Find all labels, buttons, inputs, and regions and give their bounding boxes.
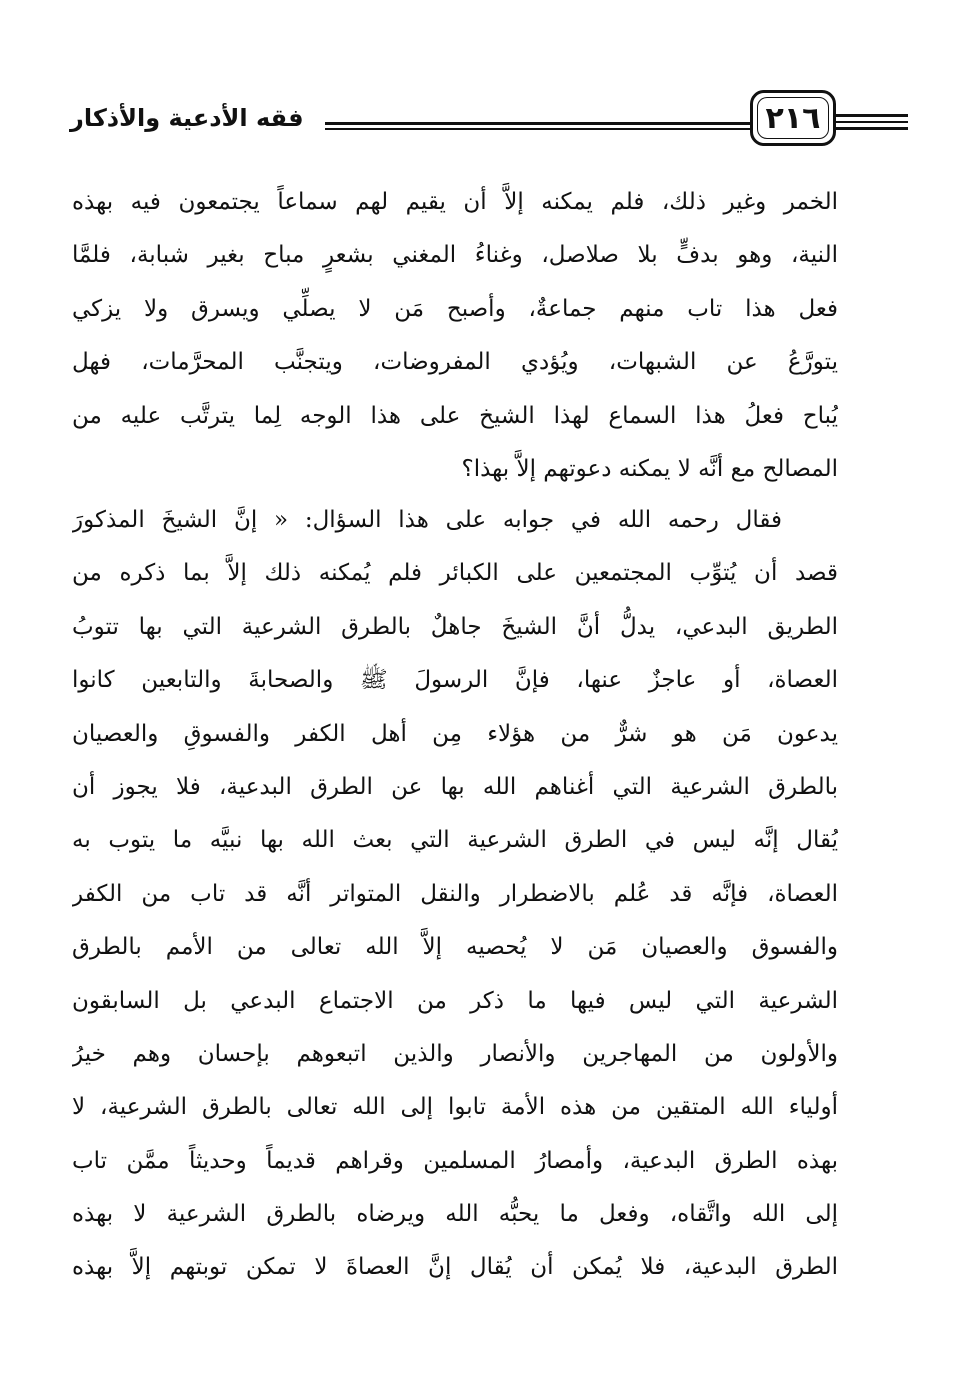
text-line: بهذه الطرق البدعية، وأمصارُ المسلمين وقراهم قديماً وحديثاً ممَّن تاب <box>72 1147 838 1174</box>
page-number: ٢١٦ <box>765 100 821 136</box>
text-line: والفسوق والعصيان مَن لا يُحصيه إلاَّ الله تعالى من الأمم بالطرق <box>72 934 838 961</box>
text-line: يدعون مَن هو شرٌّ من هؤلاء مِن أهل الكفر والفسوقِ والعصيان <box>72 720 838 747</box>
text-line: الطريق البدعي، يدلُّ أنَّ الشيخَ جاهلٌ بالطرق الشرعية التي بها تتوبُ <box>72 613 838 640</box>
text-line: أولياء الله المتقين من هذه الأمة تابوا إلى الله تعالى بالطرق الشرعية، لا <box>72 1094 838 1121</box>
page-number-frame <box>750 90 836 146</box>
header-rule-right <box>836 127 908 130</box>
text-line: يتورَّعُ عن الشبهات، ويُؤدي المفروضات، ويتجنَّب المحرَّمات، فهل <box>72 349 838 376</box>
paragraph-question <box>72 176 838 496</box>
text-line: الخمر وغير ذلك، فلم يمكنه إلاَّ أن يقيم لهم سماعاً يجتمعون فيه بهذه <box>72 189 838 215</box>
text-line: العصاة، فإنَّه قد عُلم بالاضطرار والنقل المتواتر أنَّه قد تاب من الكفر <box>72 880 838 907</box>
page-header <box>70 84 840 154</box>
text-line: الطرق البدعية، فلا يُمكن أن يُقال إنَّ العصاةَ لا تمكن توبتهم إلاَّ بهذه <box>72 1254 838 1281</box>
running-title: فقه الأدعية والأذكار <box>70 104 304 132</box>
text-line: يُباح فعلُ هذا السماع لهذا الشيخ على هذا الوجه لِما يترتَّب عليه من <box>72 402 838 429</box>
header-rule-right <box>836 121 908 123</box>
text-line: والأولون من المهاجرين والأنصار والذين اتبعوهم بإحسان وهم خيرُ <box>72 1040 838 1067</box>
text-line: فقال رحمه الله في جوابه على هذا السؤال: « إنَّ الشيخَ المذكورَ <box>72 507 782 533</box>
text-line: العصاة، أو عاجزٌ عنها، فإنَّ الرسولَ ﷺ والصحابةَ والتابعين كانوا <box>72 667 838 694</box>
header-rule-right <box>836 114 908 117</box>
paragraph-answer <box>72 494 838 1295</box>
text-line: يُقال إنَّه ليس في الطرق الشرعية التي بعث الله بها نبيَّه ما يتوب به <box>72 827 838 854</box>
text-line: المصالح مع أنَّه لا يمكنه دعوتهم إلاَّ بهذا؟ <box>461 455 838 482</box>
text-line: إلى الله واتَّقاه، وفعل ما يحبُّه الله ويرضاه بالطرق الشرعية لا بهذه <box>72 1201 838 1228</box>
text-line: بالطرق الشرعية التي أغناهم الله بها عن الطرق البدعية، فلا يجوز أن <box>72 773 838 800</box>
text-line: الشرعية التي ليس فيها ما ذكر من الاجتماع البدعي بل السابقون <box>72 987 838 1014</box>
header-rule-left <box>325 122 750 125</box>
text-line: قصد أن يُتوِّب المجتمعين على الكبائر فلم يُمكنه ذلك إلاَّ بما ذكره من <box>72 560 838 587</box>
text-line: فعل هذا تاب منهم جماعةٌ، وأصبح مَن لا يصلِّي ويسرق ولا يزكي <box>72 295 838 322</box>
text-line: النية، وهو بدفٍّ بلا صلاصل، وغناءُ المغني بشعرٍ مباح بغير شبابة، فلمَّا <box>72 242 838 269</box>
